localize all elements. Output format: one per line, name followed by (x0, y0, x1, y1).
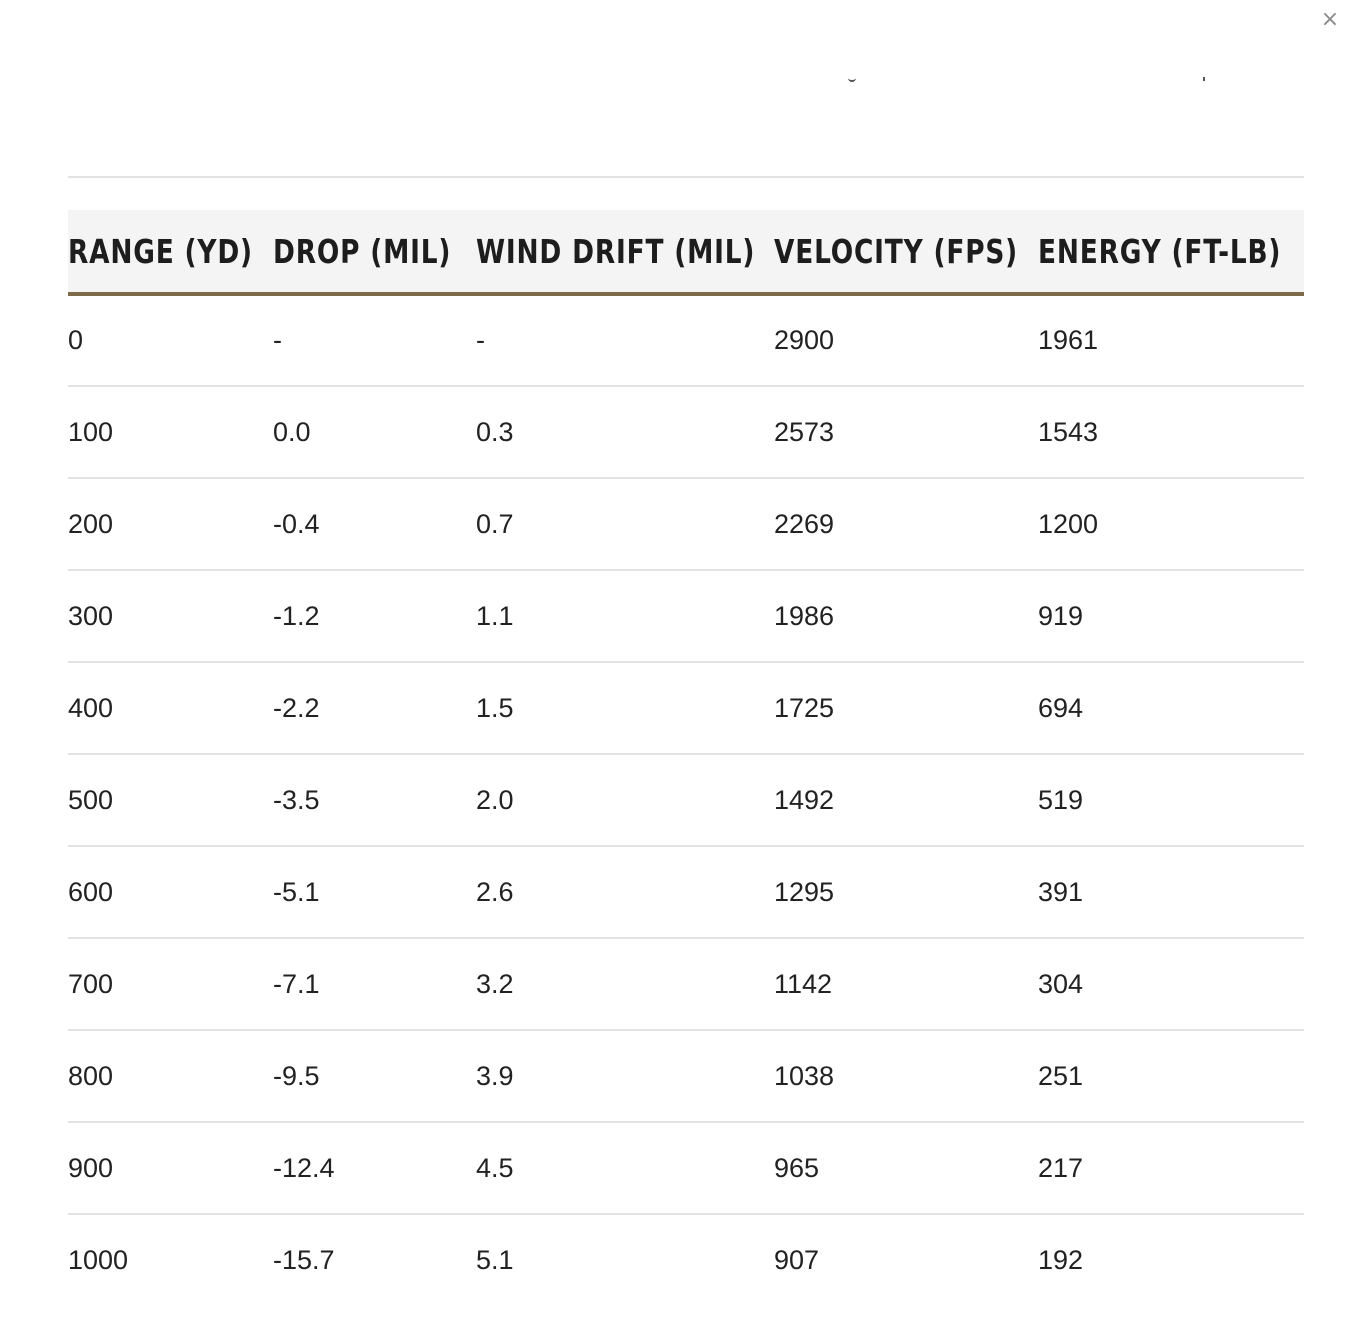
table-row (68, 754, 1304, 846)
close-icon[interactable]: × (1320, 7, 1340, 32)
table-row (68, 386, 1304, 478)
cell-wind-drift: 3.9 (476, 1060, 514, 1091)
table-row (68, 846, 1304, 938)
cell-energy: 251 (1038, 1060, 1084, 1091)
cell-energy: 919 (1038, 600, 1084, 631)
cell-drop: -9.5 (273, 1060, 320, 1091)
cell-velocity: 1492 (774, 784, 835, 815)
cell-energy: 1961 (1038, 325, 1099, 355)
cell-velocity: 965 (774, 1152, 820, 1183)
ballistics-table-container (68, 210, 1304, 1306)
cell-velocity: 1295 (774, 876, 835, 907)
cell-drop: -15.7 (273, 1245, 335, 1275)
cell-energy: 304 (1038, 968, 1084, 999)
cell-velocity: 1986 (774, 600, 835, 631)
cell-energy: 1200 (1038, 508, 1099, 539)
cell-velocity: 2573 (774, 416, 835, 447)
cell-energy: 519 (1038, 784, 1084, 815)
cell-range: 100 (68, 416, 114, 447)
cell-energy: 217 (1038, 1152, 1084, 1183)
cell-range: 500 (68, 784, 114, 815)
cell-range: 600 (68, 876, 114, 907)
table-row (68, 294, 1304, 386)
cell-drop: -1.2 (273, 600, 320, 631)
cell-wind-drift: 0.3 (476, 416, 514, 447)
table-body (68, 294, 1304, 1306)
cell-drop: - (273, 325, 282, 355)
cell-wind-drift: 1.5 (476, 692, 514, 723)
cell-energy: 694 (1038, 692, 1084, 723)
cell-range: 900 (68, 1152, 114, 1183)
table-row (68, 1030, 1304, 1122)
header-energy: ENERGY (FT-LB) (1038, 231, 1282, 271)
ballistics-table (68, 210, 1304, 1306)
cell-energy: 1543 (1038, 416, 1099, 447)
table-row (68, 478, 1304, 570)
cell-velocity: 1725 (774, 692, 835, 723)
cell-wind-drift: 2.6 (476, 876, 514, 907)
cell-drop: -0.4 (273, 508, 320, 539)
cell-range: 300 (68, 600, 114, 631)
table-header-row (68, 210, 1304, 294)
cell-velocity: 1142 (774, 968, 833, 999)
cell-drop: -2.2 (273, 692, 320, 723)
cell-energy: 192 (1038, 1245, 1084, 1275)
header-drop: DROP (MIL) (273, 231, 452, 271)
cell-velocity: 2900 (774, 325, 835, 355)
cell-wind-drift: 0.7 (476, 508, 514, 539)
cell-drop: -5.1 (273, 876, 320, 907)
table-row (68, 1122, 1304, 1214)
cell-energy: 391 (1038, 876, 1084, 907)
cell-velocity: 907 (774, 1245, 820, 1275)
section-divider (68, 176, 1304, 178)
cell-wind-drift: - (476, 325, 485, 355)
cell-drop: 0.0 (273, 416, 311, 447)
header-velocity: VELOCITY (FPS) (774, 231, 1019, 271)
cell-range: 0 (68, 325, 84, 355)
cell-range: 200 (68, 508, 114, 539)
cell-wind-drift: 1.1 (476, 600, 514, 631)
clipped-text-fragment (1203, 77, 1205, 81)
header-range: RANGE (YD) (68, 231, 253, 271)
header-wind-drift: WIND DRIFT (MIL) (476, 231, 756, 271)
cell-drop: -3.5 (273, 784, 320, 815)
cell-velocity: 1038 (774, 1060, 835, 1091)
cell-velocity: 2269 (774, 508, 835, 539)
table-row (68, 570, 1304, 662)
cell-range: 700 (68, 968, 114, 999)
table-row (68, 662, 1304, 754)
cell-wind-drift: 4.5 (476, 1152, 514, 1183)
cell-drop: -12.4 (273, 1152, 335, 1183)
cell-range: 1000 (68, 1245, 129, 1275)
cell-range: 400 (68, 692, 114, 723)
table-row (68, 1214, 1304, 1306)
cell-drop: -7.1 (273, 968, 320, 999)
cell-range: 800 (68, 1060, 114, 1091)
cell-wind-drift: 5.1 (476, 1245, 514, 1275)
table-row (68, 938, 1304, 1030)
cell-wind-drift: 2.0 (476, 784, 514, 815)
clipped-text-fragment (848, 78, 856, 82)
cell-wind-drift: 3.2 (476, 968, 514, 999)
